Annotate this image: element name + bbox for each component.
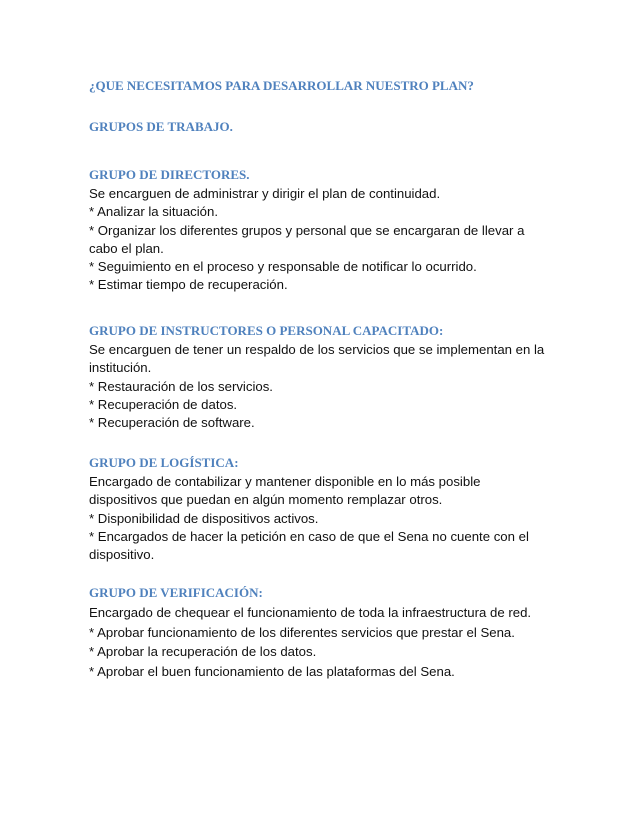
section-line: * Aprobar funcionamiento de los diferentes servicios que prestar el Sena.	[89, 624, 515, 640]
section-line: * Restauración de los servicios.	[89, 378, 273, 394]
section-line: * Recuperación de datos.	[89, 396, 238, 412]
section-line: Encargado de contabilizar y mantener disponible en lo más posible	[89, 474, 481, 489]
section-line: cabo el plan.	[89, 240, 164, 256]
section-logistics	[89, 454, 559, 564]
section-line: Se encarguen de tener un respaldo de los servicios que se implementan en la	[89, 342, 545, 357]
section-line: Encargado de chequear el funcionamiento de toda la infraestructura de red.	[89, 605, 532, 620]
section-line: * Estimar tiempo de recuperación.	[89, 277, 288, 293]
section-heading-verification: GRUPO DE VERIFICACIÓN:	[89, 585, 263, 600]
section-heading-logistics: GRUPO DE LOGÍSTICA:	[89, 455, 239, 470]
question-heading: ¿QUE NECESITAMOS PARA DESARROLLAR NUESTRO PLAN?	[89, 78, 474, 93]
section-line: institución.	[89, 360, 152, 376]
section-line: dispositivo.	[89, 547, 155, 563]
section-line: dispositivos que puedan en algún momento remplazar otros.	[89, 492, 443, 508]
section-line: * Encargados de hacer la petición en caso de que el Sena no cuente con el	[89, 528, 529, 544]
section-line: Se encarguen de administrar y dirigir el plan de continuidad.	[89, 186, 441, 201]
section-line: * Analizar la situación.	[89, 204, 219, 220]
section-line: * Aprobar la recuperación de los datos.	[89, 644, 317, 659]
work-groups-heading: GRUPOS DE TRABAJO.	[89, 119, 233, 134]
section-line: * Aprobar el buen funcionamiento de las plataformas del Sena.	[89, 663, 455, 679]
section-heading-directors: GRUPO DE DIRECTORES.	[89, 167, 250, 182]
section-verification	[89, 584, 559, 681]
section-heading-instructors: GRUPO DE INSTRUCTORES O PERSONAL CAPACITADO:	[89, 323, 444, 338]
section-line: * Disponibilidad de dispositivos activos.	[89, 510, 319, 526]
section-instructors	[89, 322, 559, 432]
section-line: * Recuperación de software.	[89, 415, 255, 431]
section-line: * Seguimiento en el proceso y responsable de notificar lo ocurrido.	[89, 259, 477, 275]
section-line: * Organizar los diferentes grupos y personal que se encargaran de llevar a	[89, 222, 525, 238]
section-directors	[89, 166, 559, 295]
